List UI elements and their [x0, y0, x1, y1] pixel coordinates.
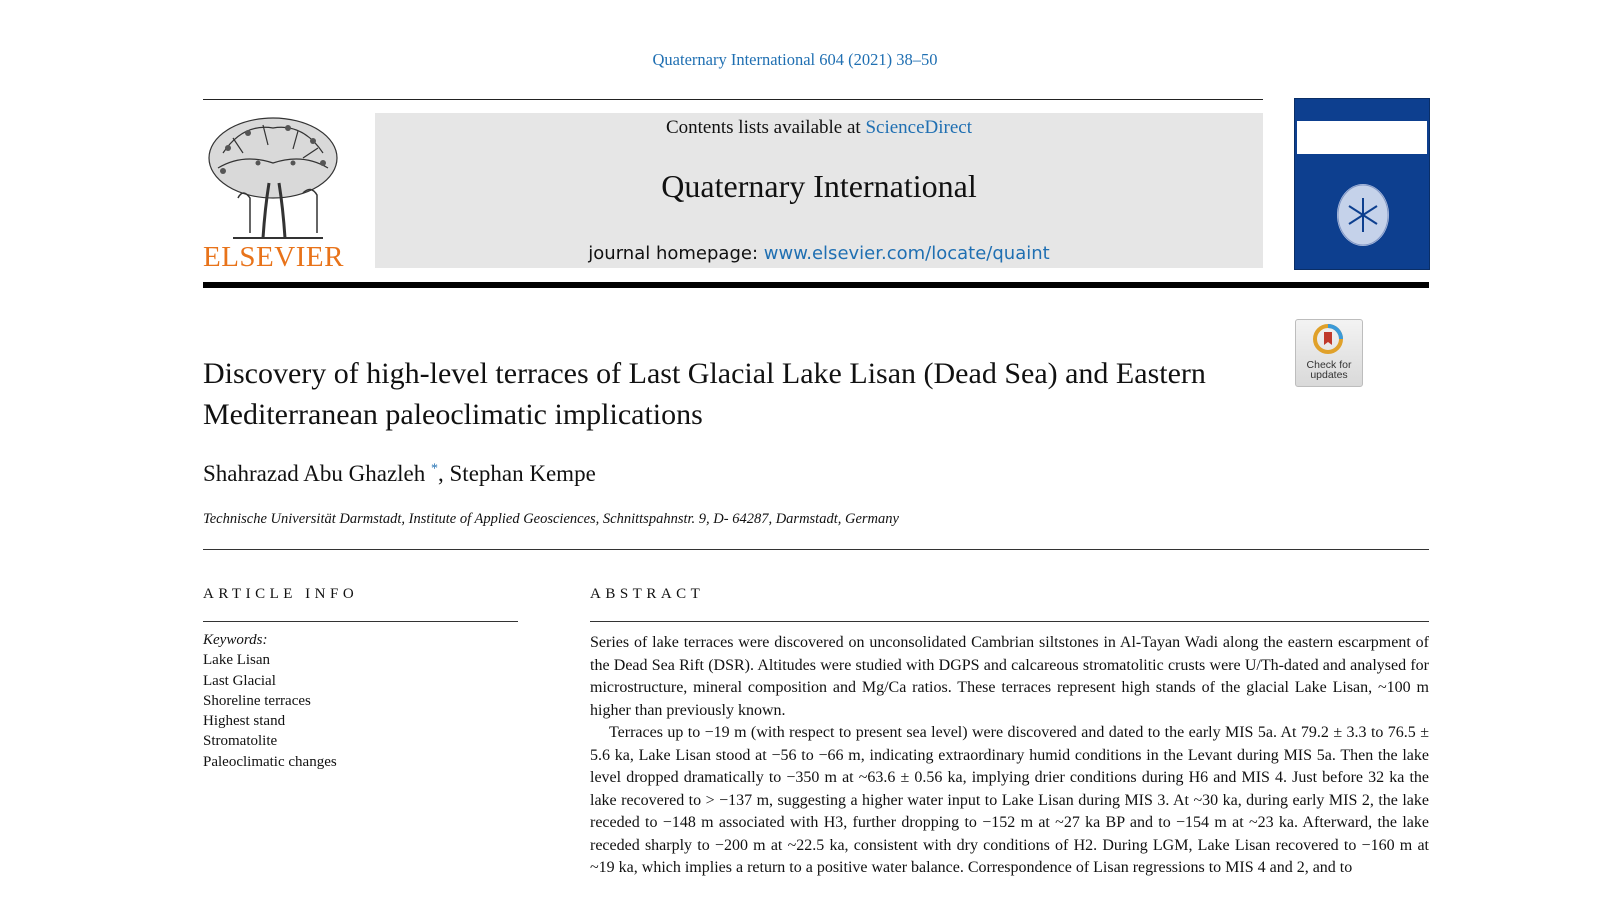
corresponding-author-marker[interactable]: *: [431, 461, 439, 477]
section-divider: [203, 549, 1429, 550]
check-updates-icon: [1312, 323, 1344, 355]
keyword-item: Lake Lisan: [203, 652, 271, 669]
author-name[interactable]: Shahrazad Abu Ghazleh: [203, 461, 426, 486]
sciencedirect-link[interactable]: ScienceDirect: [865, 117, 973, 138]
article-info-heading: ARTICLE INFO: [203, 586, 359, 602]
keywords-block: [203, 630, 337, 772]
elsevier-logo[interactable]: [203, 113, 345, 273]
keyword-item: Stromatolite: [203, 733, 278, 750]
article-title: Discovery of high-level terraces of Last Glacial Lake Lisan (Dead Sea) and Eastern Mediterranean paleoclimatic implications: [203, 357, 1206, 431]
author-name[interactable]: , Stephan Kempe: [438, 461, 596, 486]
keyword-item: Paleoclimatic changes: [203, 753, 337, 770]
check-updates-label: [1296, 360, 1362, 380]
homepage-prefix: journal homepage:: [588, 243, 764, 264]
elsevier-wordmark: ELSEVIER: [203, 241, 344, 273]
contents-prefix: Contents lists available at: [665, 117, 866, 138]
journal-banner: [375, 113, 1263, 268]
header-top-rule: [203, 99, 1263, 100]
contents-line: [375, 117, 1263, 139]
header-thick-rule: [203, 282, 1429, 288]
author-list: [203, 461, 596, 487]
check-updates-line2: updates: [1310, 369, 1348, 381]
homepage-line: [375, 243, 1263, 264]
keyword-item: Shoreline terraces: [203, 692, 311, 709]
check-for-updates-button[interactable]: [1295, 319, 1363, 387]
abstract-heading: ABSTRACT: [590, 586, 705, 602]
keyword-item: Highest stand: [203, 713, 286, 730]
check-updates-line1: Check for: [1306, 359, 1352, 371]
author-affiliation: Technische Universität Darmstadt, Institute of Applied Geosciences, Schnittspahnstr. 9, D- 64287, Darmstadt, Germany: [203, 511, 899, 527]
abstract-paragraph: Series of lake terraces were discovered on unconsolidated Cambrian siltstones in Al-Tayan Wadi along the eastern escarpment of the Dead Sea Rift (DSR). Altitudes were studied with DGPS and calcareous stromatolitic crusts were U/Th-dated and analysed for microstructure, mineral composition and Mg/Ca ratios. These terraces represent high stands of the glacial Lake Lisan, ~100 m higher than previously known.: [590, 634, 1429, 719]
inqua-seal-icon: [1337, 184, 1389, 246]
journal-citation[interactable]: Quaternary International 604 (2021) 38–50: [652, 50, 938, 69]
abstract-paragraph: Terraces up to −19 m (with respect to present sea level) were discovered and dated to the early MIS 5a. At 79.2 ± 3.3 to 76.5 ± 5.6 ka, Lake Lisan stood at −56 to −66 m, indicating extraordinary humid conditions in the Levant during MIS 5a. Then the lake level dropped dramatically to −350 m at ~63.6 ± 0.56 ka, implying drier conditions during H6 and MIS 4. Just before 32 ka the lake recovered to > −137 m, suggesting a higher water input to Lake Lisan during MIS 3. At ~30 ka, during early MIS 2, the lake receded to −148 m associated with H3, further dropping to −152 m at ~27 ka BP and to −154 m at ~23 ka. Afterward, the lake receded sharply to −200 m at ~22.5 ka, consistent with dry conditions of H2. During LGM, Lake Lisan recovered to −160 m at ~19 ka, which implies a return to a positive water balance. Correspondence of Lisan regressions to MIS 4 and 2, and to: [590, 724, 1429, 876]
cover-white-band: [1297, 121, 1427, 154]
article-info-rule: [203, 621, 518, 622]
abstract-rule: [590, 621, 1429, 622]
journal-cover-image[interactable]: [1294, 98, 1430, 270]
journal-homepage-link[interactable]: www.elsevier.com/locate/quaint: [763, 243, 1050, 264]
keywords-label: Keywords:: [203, 632, 268, 648]
journal-name: Quaternary International: [661, 168, 977, 204]
keyword-item: Last Glacial: [203, 672, 276, 689]
elsevier-tree-icon: [203, 113, 345, 243]
abstract-body: [590, 632, 1429, 880]
